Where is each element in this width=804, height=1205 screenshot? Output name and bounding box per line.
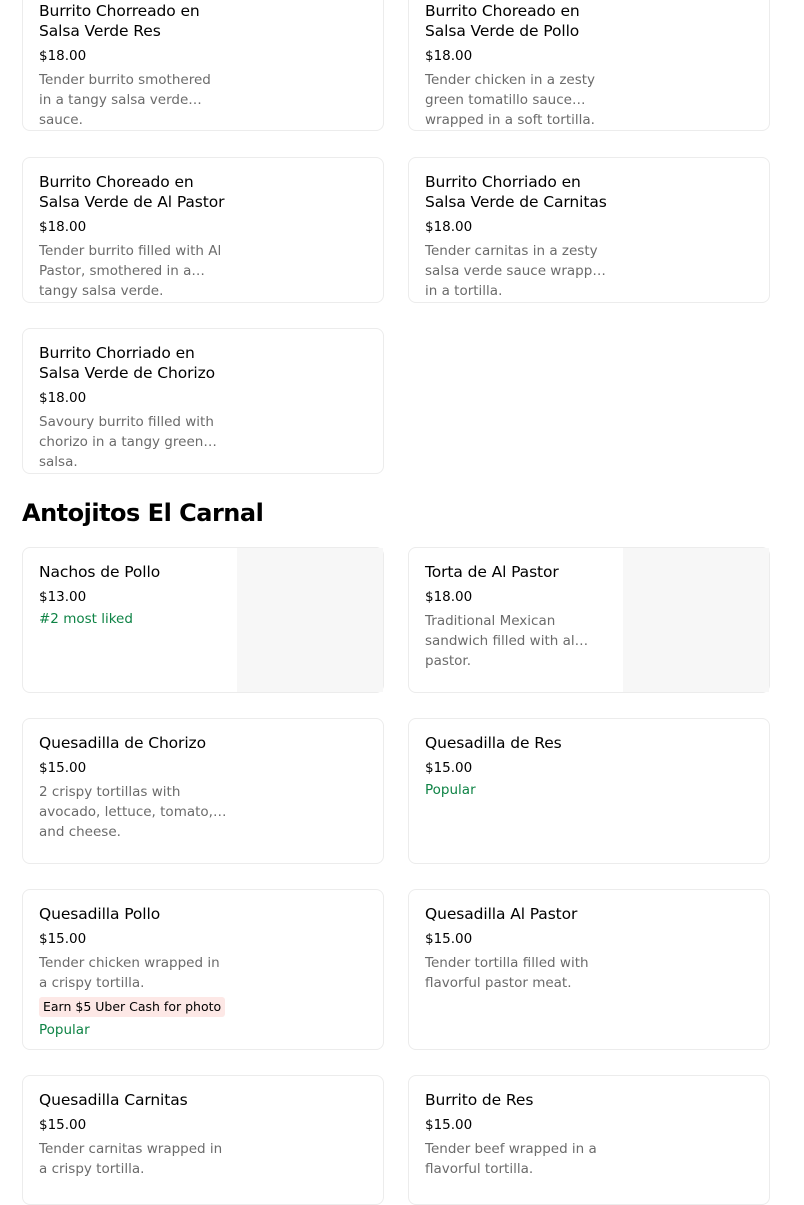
item-name: Burrito Chorriado en Salsa Verde de Chorizo: [39, 344, 216, 382]
menu-item-card[interactable]: [408, 718, 770, 864]
item-name: Burrito Choreado en Salsa Verde de Pollo: [425, 2, 580, 40]
item-name: Quesadilla Al Pastor: [425, 905, 578, 923]
item-description: Tender chicken in a zesty green tomatillo sauce wrapped in a soft tortilla.: [425, 72, 596, 128]
item-tag: Popular: [425, 782, 476, 798]
item-price: $15.00: [425, 931, 473, 947]
item-price: $15.00: [39, 931, 87, 947]
item-name: Torta de Al Pastor: [425, 563, 559, 581]
item-photo: [623, 548, 769, 692]
item-description: 2 crispy tortillas with avocado, lettuce, tomato, and cheese.: [39, 784, 213, 840]
item-name: Quesadilla de Chorizo: [39, 734, 206, 752]
item-tag: #2 most liked: [39, 611, 133, 627]
item-name: Burrito Chorreado en Salsa Verde Res: [39, 2, 200, 40]
item-photo: [237, 548, 383, 692]
item-price: $13.00: [39, 589, 87, 605]
item-description: Tender carnitas wrapped in a crispy tortilla.: [39, 1141, 223, 1177]
item-description: Traditional Mexican sandwich filled with al pastor.: [425, 613, 575, 669]
menu-item-card[interactable]: [22, 157, 384, 303]
item-description: Tender tortilla filled with flavorful pastor meat.: [425, 955, 589, 991]
item-price: $15.00: [425, 760, 473, 776]
menu-item-card[interactable]: [408, 0, 770, 131]
menu-item-card[interactable]: [408, 157, 770, 303]
menu-item-card[interactable]: [408, 889, 770, 1050]
item-price: $15.00: [39, 1117, 87, 1133]
item-name: Quesadilla de Res: [425, 734, 562, 752]
item-price: $18.00: [425, 219, 473, 235]
item-name: Burrito Chorriado en Salsa Verde de Carnitas: [425, 173, 607, 211]
item-description: Tender beef wrapped in a flavorful tortilla.: [425, 1141, 597, 1177]
menu-item-card[interactable]: [22, 718, 384, 864]
item-description: Tender chicken wrapped in a crispy tortilla.: [39, 955, 220, 991]
item-price: $18.00: [425, 589, 473, 605]
menu-item-card[interactable]: [22, 547, 384, 693]
item-name: Burrito Choreado en Salsa Verde de Al Pastor: [39, 173, 225, 211]
item-price: $15.00: [39, 760, 87, 776]
item-tag: Popular: [39, 1022, 90, 1038]
section-title: Antojitos El Carnal: [22, 499, 264, 527]
item-price: $18.00: [39, 390, 87, 406]
item-name: Quesadilla Pollo: [39, 905, 161, 923]
item-name: Burrito de Res: [425, 1091, 534, 1109]
item-description: Tender carnitas in a zesty salsa verde sauce wrapped in a tortilla.: [425, 243, 610, 299]
menu-item-card[interactable]: [22, 889, 384, 1050]
item-description: Savoury burrito filled with chorizo in a tangy green salsa.: [39, 414, 214, 470]
item-price: $18.00: [39, 219, 87, 235]
item-description: Tender burrito filled with Al Pastor, smothered in a tangy salsa verde.: [39, 243, 222, 299]
menu-item-card[interactable]: [22, 1075, 384, 1205]
item-price: $15.00: [425, 1117, 473, 1133]
item-name: Quesadilla Carnitas: [39, 1091, 188, 1109]
item-price: $18.00: [425, 48, 473, 64]
menu-item-card[interactable]: [22, 328, 384, 474]
menu-item-card[interactable]: [408, 1075, 770, 1205]
item-description: Tender burrito smothered in a tangy salsa verde sauce.: [39, 72, 211, 128]
menu-item-card[interactable]: [408, 547, 770, 693]
promo-badge: Earn $5 Uber Cash for photo: [39, 997, 225, 1017]
menu-item-card[interactable]: [22, 0, 384, 131]
item-name: Nachos de Pollo: [39, 563, 161, 581]
item-price: $18.00: [39, 48, 87, 64]
